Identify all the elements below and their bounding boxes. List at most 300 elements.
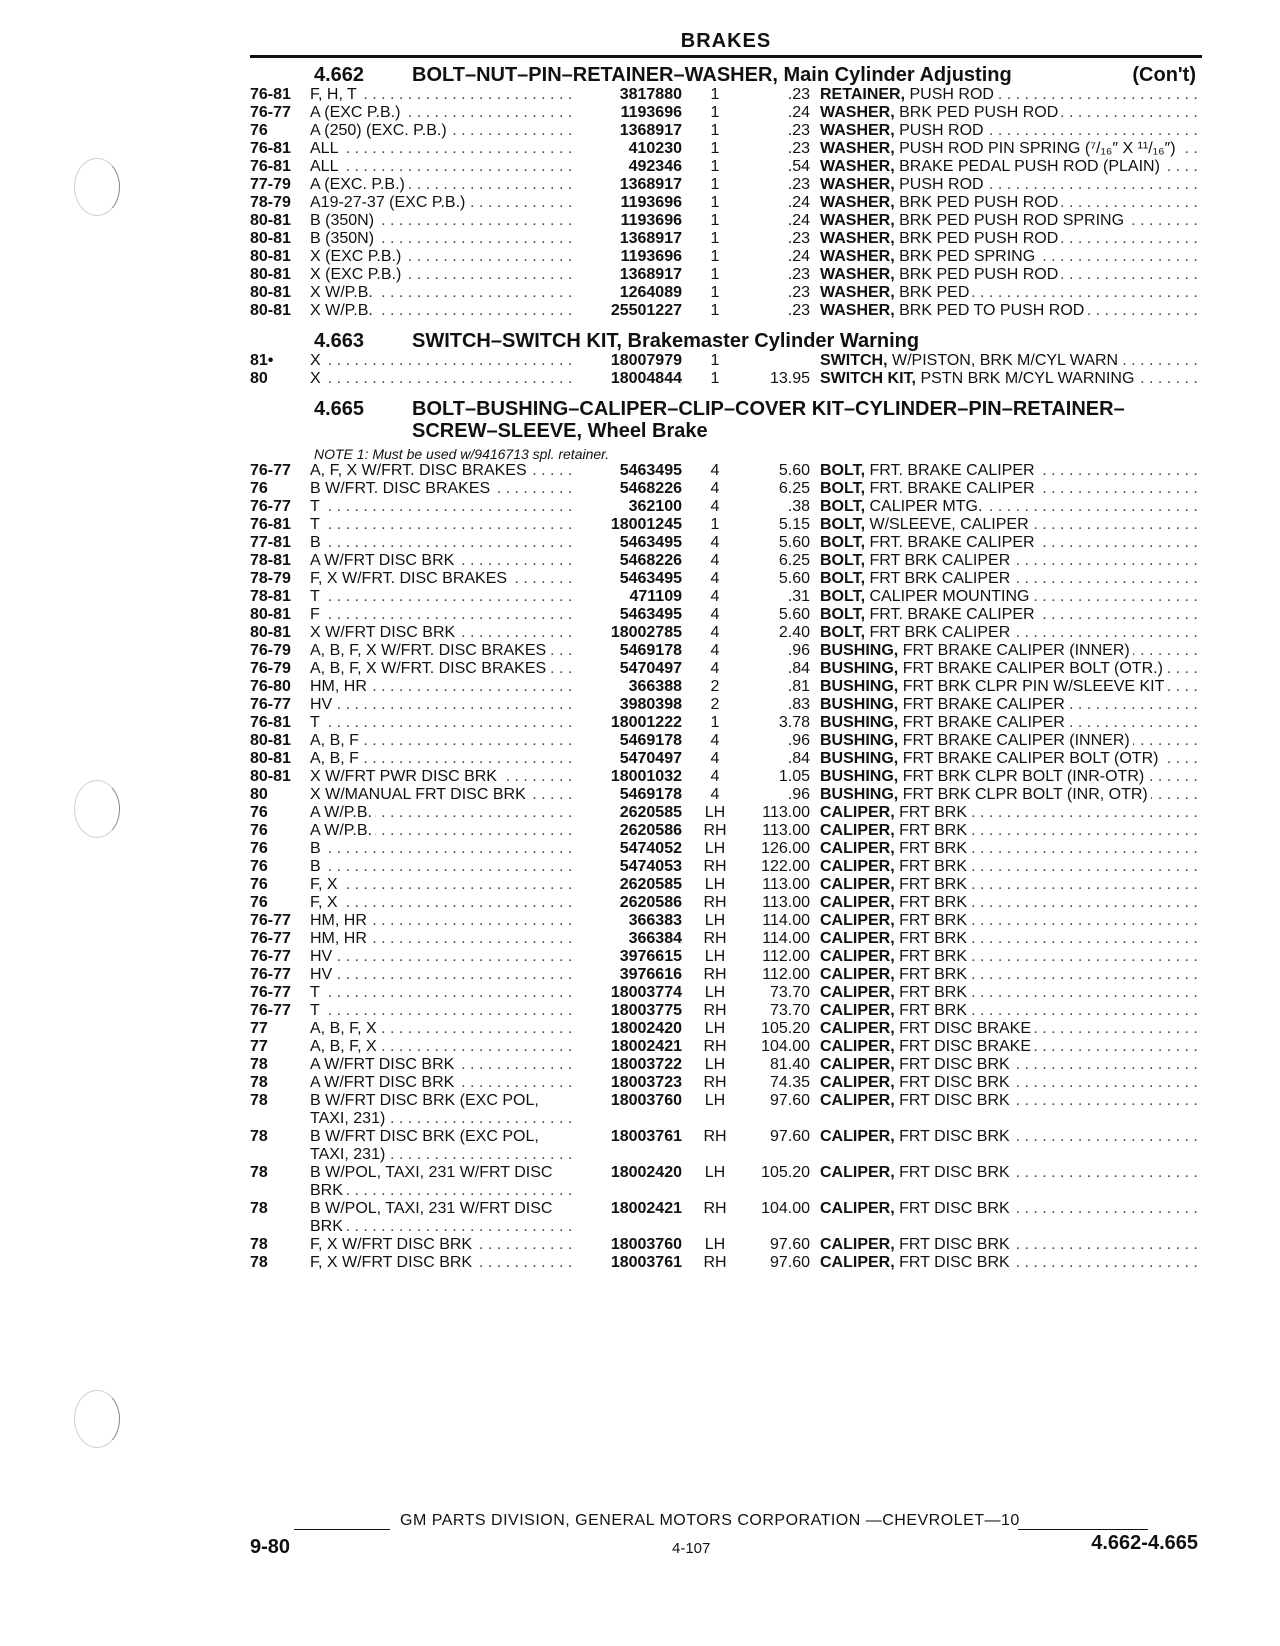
- part-row: [250, 140, 1202, 158]
- model-text: HV: [310, 696, 335, 713]
- list-price: .23: [787, 302, 810, 319]
- model-application: [310, 570, 572, 588]
- part-description: [820, 804, 1202, 822]
- quantity: 1: [710, 194, 720, 211]
- model-years: 80-81: [250, 750, 291, 767]
- quantity: 1: [710, 302, 720, 319]
- model-years: 81•: [250, 352, 274, 369]
- model-years: 78: [250, 1236, 268, 1253]
- part-number: 1193696: [620, 248, 682, 265]
- part-description: [820, 370, 1202, 388]
- quantity: 1: [710, 212, 720, 229]
- part-description: [820, 534, 1202, 552]
- part-row: [250, 1254, 1202, 1272]
- part-description: [820, 266, 1202, 284]
- part-detail: FRT BRK: [899, 894, 967, 911]
- list-price: 13.95: [769, 370, 810, 387]
- part-number: 366383: [628, 912, 682, 929]
- description-text: [820, 480, 1038, 497]
- list-price: 112.00: [762, 948, 810, 965]
- description-text: [820, 840, 970, 857]
- part-number: 18003775: [610, 1002, 682, 1019]
- part-number: 18002785: [610, 624, 682, 641]
- part-row: [250, 570, 1202, 588]
- list-price: .24: [787, 194, 810, 211]
- footer-page-number: 4-107: [672, 1540, 711, 1557]
- description-text: [820, 876, 970, 893]
- model-text: X (EXC P.B.): [310, 248, 404, 265]
- part-row: [250, 212, 1202, 230]
- list-price: .23: [787, 86, 810, 103]
- quantity: LH: [704, 1164, 726, 1181]
- binder-hole: [74, 780, 120, 838]
- part-description: [820, 302, 1202, 320]
- part-name: CALIPER,: [820, 1236, 895, 1253]
- part-description: [820, 912, 1202, 930]
- model-application: [310, 462, 572, 480]
- quantity: 1: [710, 176, 720, 193]
- description-text: [820, 194, 1061, 211]
- model-application: [310, 1038, 572, 1056]
- part-detail: PUSH ROD: [899, 122, 984, 139]
- model-application: [310, 1020, 572, 1038]
- part-description: [820, 1038, 1202, 1056]
- list-price: 97.60: [769, 1128, 810, 1145]
- model-application: [310, 912, 572, 930]
- list-price: .81: [787, 678, 810, 695]
- part-name: BUSHING,: [820, 786, 899, 803]
- part-detail: W/SLEEVE, CALIPER: [869, 516, 1029, 533]
- part-description: [820, 1002, 1202, 1020]
- model-text: B (350N): [310, 212, 377, 229]
- model-years: 78-79: [250, 570, 291, 587]
- quantity: 1: [710, 352, 720, 369]
- model-years: 76: [250, 804, 268, 821]
- list-price: 81.40: [769, 1056, 810, 1073]
- model-application: [310, 534, 572, 552]
- model-text: F, H, T: [310, 86, 360, 103]
- list-price: 5.60: [778, 462, 810, 479]
- model-text: F: [310, 606, 323, 623]
- section-note: NOTE 1: Must be used w/9416713 spl. retainer.: [314, 446, 610, 462]
- model-years: 76-81: [250, 140, 291, 157]
- part-number: 18002421: [610, 1038, 682, 1055]
- list-price: .84: [787, 750, 810, 767]
- quantity: LH: [704, 876, 726, 893]
- part-description: [820, 86, 1202, 104]
- part-detail: FRT DISC BRAKE: [899, 1038, 1032, 1055]
- part-name: CALIPER,: [820, 1164, 895, 1181]
- part-name: BOLT,: [820, 462, 866, 479]
- section-title: BOLT–NUT–PIN–RETAINER–WASHER, Main Cylinder Adjusting: [412, 64, 1012, 86]
- part-row: [250, 248, 1202, 266]
- part-number: 5468226: [619, 552, 682, 569]
- list-price: 114.00: [762, 912, 810, 929]
- list-price: 5.60: [778, 606, 810, 623]
- part-description: [820, 606, 1202, 624]
- quantity: 4: [710, 786, 720, 803]
- part-detail: FRT DISC BRK: [899, 1254, 1010, 1271]
- part-name: CALIPER,: [820, 894, 895, 911]
- part-detail: PUSH ROD: [899, 176, 984, 193]
- model-application: [310, 642, 572, 660]
- part-number: 1368917: [619, 230, 682, 247]
- part-detail: FRT BRK CALIPER: [869, 624, 1011, 641]
- model-years: 77-81: [250, 534, 291, 551]
- model-years: 76-81: [250, 516, 291, 533]
- model-application: [310, 1254, 572, 1272]
- model-text: X (EXC P.B.): [310, 266, 404, 283]
- quantity: RH: [703, 966, 727, 983]
- part-row: [250, 122, 1202, 140]
- model-text: A, B, F, X: [310, 1020, 380, 1037]
- list-price: 105.20: [761, 1020, 810, 1037]
- description-text: [820, 984, 970, 1001]
- part-description: [820, 840, 1202, 858]
- part-number: 1193696: [620, 212, 682, 229]
- model-years: 80-81: [250, 248, 291, 265]
- model-text: B: [310, 858, 324, 875]
- part-row: [250, 840, 1202, 858]
- part-name: WASHER,: [820, 176, 895, 193]
- description-text: [820, 1200, 1013, 1217]
- part-description: [820, 1092, 1202, 1128]
- model-text: A W/FRT DISC BRK: [310, 1074, 457, 1091]
- list-price: 5.60: [778, 570, 810, 587]
- part-description: [820, 570, 1202, 588]
- quantity: 1: [710, 516, 720, 533]
- model-years: 80-81: [250, 230, 291, 247]
- list-price: .83: [787, 696, 810, 713]
- part-row: [250, 230, 1202, 248]
- part-description: [820, 1074, 1202, 1092]
- part-row: [250, 768, 1202, 786]
- model-text: B W/POL, TAXI, 231 W/FRT DISC BRK: [310, 1200, 553, 1235]
- part-row: [250, 480, 1202, 498]
- description-text: [820, 1092, 1013, 1109]
- quantity: 4: [710, 768, 720, 785]
- description-text: [820, 140, 1179, 157]
- list-price: 5.60: [778, 534, 810, 551]
- part-name: BOLT,: [820, 534, 866, 551]
- part-number: 1368917: [619, 266, 682, 283]
- part-description: [820, 696, 1202, 714]
- list-price: 112.00: [762, 966, 810, 983]
- quantity: 4: [710, 732, 720, 749]
- part-detail: FRT BRAKE CALIPER BOLT (OTR): [902, 750, 1159, 767]
- part-name: WASHER,: [820, 248, 895, 265]
- section-continued: (Con't): [1132, 64, 1196, 86]
- part-description: [820, 660, 1202, 678]
- quantity: RH: [703, 1002, 727, 1019]
- model-years: 80-81: [250, 284, 291, 301]
- model-text: A (EXC P.B.): [310, 104, 403, 121]
- part-description: [820, 750, 1202, 768]
- part-name: CALIPER,: [820, 804, 895, 821]
- quantity: LH: [704, 804, 726, 821]
- model-years: 77-79: [250, 176, 291, 193]
- part-detail: BRK PED SPRING: [899, 248, 1036, 265]
- part-detail: FRT BRK: [899, 984, 967, 1001]
- part-row: [250, 678, 1202, 696]
- part-description: [820, 462, 1202, 480]
- part-row: [250, 912, 1202, 930]
- model-application: [310, 858, 572, 876]
- model-text: A (250) (EXC. P.B.): [310, 122, 450, 139]
- model-application: [310, 302, 572, 320]
- model-years: 76-77: [250, 498, 291, 515]
- list-price: .23: [787, 176, 810, 193]
- description-text: [820, 786, 1151, 803]
- part-name: CALIPER,: [820, 822, 895, 839]
- part-description: [820, 984, 1202, 1002]
- binder-hole: [74, 158, 120, 216]
- part-row: [250, 1092, 1202, 1128]
- model-application: [310, 1092, 572, 1128]
- description-text: [820, 248, 1038, 265]
- part-number: 18003761: [610, 1254, 682, 1271]
- quantity: LH: [704, 1236, 726, 1253]
- part-detail: FRT BRK: [899, 1002, 967, 1019]
- part-description: [820, 498, 1202, 516]
- part-row: [250, 804, 1202, 822]
- part-detail: FRT BRAKE CALIPER (INNER): [902, 732, 1130, 749]
- part-description: [820, 1128, 1202, 1164]
- model-years: 76-77: [250, 966, 291, 983]
- part-number: 18003761: [610, 1128, 682, 1145]
- model-text: X W/FRT DISC BRK: [310, 624, 458, 641]
- model-years: 76: [250, 822, 268, 839]
- model-years: 80-81: [250, 624, 291, 641]
- part-name: BOLT,: [820, 606, 866, 623]
- part-name: CALIPER,: [820, 984, 895, 1001]
- list-price: 126.00: [761, 840, 810, 857]
- part-detail: BRK PED PUSH ROD SPRING: [899, 212, 1125, 229]
- part-row: [250, 104, 1202, 122]
- section-block: [250, 398, 1202, 1272]
- quantity: 1: [710, 104, 720, 121]
- quantity: LH: [704, 948, 726, 965]
- model-years: 76: [250, 122, 268, 139]
- model-years: 76-77: [250, 104, 291, 121]
- part-name: BUSHING,: [820, 768, 899, 785]
- list-price: 113.00: [762, 804, 810, 821]
- model-application: [310, 552, 572, 570]
- part-name: SWITCH KIT,: [820, 370, 916, 387]
- section-title: BOLT–BUSHING–CALIPER–CLIP–COVER KIT–CYLINDER–PIN–RETAINER–SCREW–SLEEVE, Wheel Brake: [412, 398, 1125, 442]
- part-row: [250, 1056, 1202, 1074]
- footer-date: 9-80: [250, 1536, 291, 1558]
- model-application: [310, 606, 572, 624]
- description-text: [820, 1254, 1013, 1271]
- model-application: [310, 1056, 572, 1074]
- description-text: [820, 534, 1038, 551]
- section-block: [250, 330, 1202, 388]
- quantity: LH: [704, 1092, 726, 1109]
- part-name: WASHER,: [820, 158, 895, 175]
- description-text: [820, 1002, 970, 1019]
- part-name: BUSHING,: [820, 678, 899, 695]
- description-text: [820, 1128, 1013, 1145]
- part-row: [250, 732, 1202, 750]
- part-row: [250, 516, 1202, 534]
- description-text: [820, 516, 1032, 533]
- part-row: [250, 534, 1202, 552]
- model-application: [310, 122, 572, 140]
- model-years: 78-79: [250, 194, 291, 211]
- model-text: A, B, F: [310, 750, 362, 767]
- part-number: 1193696: [620, 194, 682, 211]
- part-row: [250, 302, 1202, 320]
- part-description: [820, 1164, 1202, 1200]
- model-text: B: [310, 840, 324, 857]
- model-application: [310, 732, 572, 750]
- part-number: 18002420: [610, 1020, 682, 1037]
- part-row: [250, 194, 1202, 212]
- model-text: X W/FRT PWR DISC BRK: [310, 768, 500, 785]
- part-detail: FRT DISC BRK: [899, 1056, 1010, 1073]
- model-years: 80-81: [250, 266, 291, 283]
- part-number: 5469178: [619, 786, 682, 803]
- part-detail: FRT BRK: [899, 948, 967, 965]
- model-text: B W/FRT. DISC BRAKES: [310, 480, 493, 497]
- page-footer: [250, 1512, 1202, 1572]
- part-description: [820, 284, 1202, 302]
- part-row: [250, 1038, 1202, 1056]
- list-price: 104.00: [761, 1200, 810, 1217]
- part-detail: BRK PED PUSH ROD: [899, 266, 1059, 283]
- model-years: 76: [250, 840, 268, 857]
- part-number: 5474052: [619, 840, 682, 857]
- model-application: [310, 230, 572, 248]
- description-text: [820, 894, 970, 911]
- part-detail: FRT BRK: [899, 966, 967, 983]
- part-detail: BRK PED: [899, 284, 970, 301]
- part-description: [820, 768, 1202, 786]
- model-years: 77: [250, 1020, 268, 1037]
- part-number: 18003722: [610, 1056, 682, 1073]
- sections-container: [250, 64, 1202, 1272]
- quantity: LH: [704, 1020, 726, 1037]
- part-detail: BRAKE PEDAL PUSH ROD (PLAIN): [899, 158, 1160, 175]
- model-years: 76-81: [250, 714, 291, 731]
- part-detail: FRT BRAKE CALIPER: [902, 714, 1065, 731]
- part-name: CALIPER,: [820, 1038, 895, 1055]
- part-number: 3976615: [619, 948, 682, 965]
- model-years: 76-79: [250, 660, 291, 677]
- model-text: HM, HR: [310, 678, 370, 695]
- part-number: 5468226: [619, 480, 682, 497]
- model-application: [310, 768, 572, 786]
- model-application: [310, 104, 572, 122]
- part-row: [250, 370, 1202, 388]
- description-text: [820, 462, 1038, 479]
- part-number: 410230: [628, 140, 682, 157]
- model-years: 77: [250, 1038, 268, 1055]
- part-number: 492346: [628, 158, 682, 175]
- description-text: [820, 212, 1127, 229]
- description-text: [820, 678, 1167, 695]
- list-price: .31: [787, 588, 810, 605]
- part-description: [820, 552, 1202, 570]
- part-name: CALIPER,: [820, 1092, 895, 1109]
- part-name: CALIPER,: [820, 1056, 895, 1073]
- model-application: [310, 804, 572, 822]
- model-application: [310, 588, 572, 606]
- part-number: 18001245: [610, 516, 682, 533]
- part-description: [820, 194, 1202, 212]
- quantity: RH: [703, 822, 727, 839]
- quantity: 4: [710, 606, 720, 623]
- quantity: RH: [703, 1074, 727, 1091]
- list-price: .38: [787, 498, 810, 515]
- model-years: 76-77: [250, 696, 291, 713]
- model-application: [310, 176, 572, 194]
- part-name: CALIPER,: [820, 1128, 895, 1145]
- part-detail: PUSH ROD PIN SPRING (⁷/₁₆″ X ¹¹/₁₆″): [899, 140, 1176, 157]
- model-text: A, B, F: [310, 732, 362, 749]
- quantity: RH: [703, 1038, 727, 1055]
- part-detail: CALIPER MTG.: [869, 498, 983, 515]
- part-description: [820, 930, 1202, 948]
- model-application: [310, 984, 572, 1002]
- quantity: RH: [703, 894, 727, 911]
- part-detail: BRK PED PUSH ROD: [899, 194, 1059, 211]
- description-text: [820, 266, 1061, 283]
- part-name: CALIPER,: [820, 912, 895, 929]
- part-detail: FRT BRK CLPR BOLT (INR-OTR): [902, 768, 1145, 785]
- part-name: BUSHING,: [820, 642, 899, 659]
- part-detail: FRT DISC BRK: [899, 1236, 1010, 1253]
- model-application: [310, 696, 572, 714]
- model-text: T: [310, 1002, 323, 1019]
- part-description: [820, 1056, 1202, 1074]
- quantity: LH: [704, 984, 726, 1001]
- description-text: [820, 804, 970, 821]
- model-application: [310, 930, 572, 948]
- part-row: [250, 984, 1202, 1002]
- part-description: [820, 1236, 1202, 1254]
- model-application: [310, 1164, 572, 1200]
- model-years: 76-80: [250, 678, 291, 695]
- model-application: [310, 624, 572, 642]
- model-text: T: [310, 516, 323, 533]
- quantity: 1: [710, 370, 720, 387]
- quantity: 4: [710, 660, 720, 677]
- part-name: CALIPER,: [820, 1254, 895, 1271]
- description-text: [820, 1164, 1013, 1181]
- quantity: LH: [704, 912, 726, 929]
- description-text: [820, 86, 997, 103]
- quantity: 1: [710, 158, 720, 175]
- model-text: B (350N): [310, 230, 377, 247]
- part-number: 18002421: [610, 1200, 682, 1217]
- part-detail: BRK PED TO PUSH ROD: [899, 302, 1085, 319]
- part-number: 362100: [628, 498, 682, 515]
- part-detail: FRT. BRAKE CALIPER: [869, 534, 1035, 551]
- model-application: [310, 1002, 572, 1020]
- model-text: X: [310, 352, 324, 369]
- part-number: 1193696: [620, 104, 682, 121]
- model-text: A, B, F, X W/FRT. DISC BRAKES: [310, 642, 549, 659]
- part-description: [820, 858, 1202, 876]
- model-application: [310, 750, 572, 768]
- part-row: [250, 284, 1202, 302]
- part-name: RETAINER,: [820, 86, 906, 103]
- description-text: [820, 1236, 1013, 1253]
- part-description: [820, 212, 1202, 230]
- model-application: [310, 516, 572, 534]
